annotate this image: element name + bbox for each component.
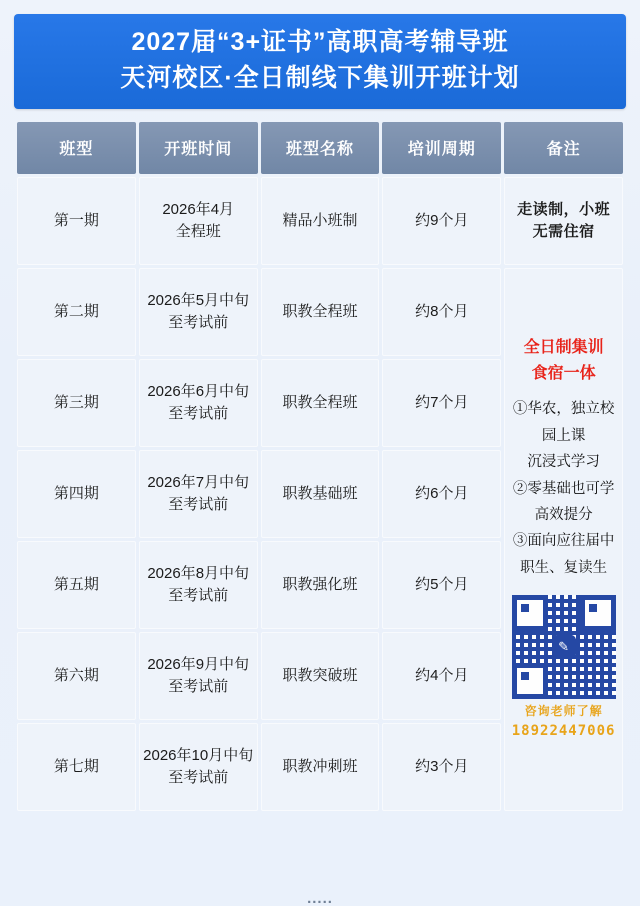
cell-start-time-line-1: 2026年9月中旬 [147,655,250,673]
cell-class-name: 职教强化班 [261,541,380,629]
cell-start-time [139,177,258,265]
remarks-block-title-line-1: 全日制集训 [523,338,604,356]
cell-start-time-line-2: 至考试前 [168,495,229,513]
cell-class-type: 第四期 [17,450,136,538]
poster-banner [14,14,626,109]
cell-class-type: 第六期 [17,632,136,720]
footer-cut-text: ..... [307,890,333,906]
cell-remarks-first [504,177,623,265]
qr-center-logo-icon: ✎ [552,635,576,659]
cell-start-time-line-1: 2026年10月中旬 [143,746,254,764]
cell-training-period: 约6个月 [382,450,501,538]
cell-training-period: 约4个月 [382,632,501,720]
column-header-class-name: 班型名称 [261,122,380,174]
cell-class-name: 职教全程班 [261,359,380,447]
column-header-remarks: 备注 [504,122,623,174]
contact-phone-number[interactable]: 18922447006 [511,722,616,739]
cell-start-time-line-1: 2026年8月中旬 [147,564,250,582]
cell-start-time-line-2: 至考试前 [168,313,229,331]
cell-start-time-line-1: 2026年6月中旬 [147,382,250,400]
cell-class-type: 第二期 [17,268,136,356]
cell-class-type: 第三期 [17,359,136,447]
cell-training-period: 约3个月 [382,723,501,811]
cell-class-type: 第七期 [17,723,136,811]
remarks-first-line-1: 走读制，小班 [517,200,611,218]
cell-start-time [139,268,258,356]
qr-finder-bottom-left [512,663,548,699]
cell-class-name: 职教全程班 [261,268,380,356]
qr-finder-top-left [512,595,548,631]
cell-start-time [139,723,258,811]
remarks-point-line: 高效提分 [534,506,593,523]
table-row [17,268,623,356]
cell-training-period: 约5个月 [382,541,501,629]
remarks-point-line: 园上课 [541,427,586,444]
remarks-point-line: 沉浸式学习 [527,454,600,471]
remarks-point-line: ②零基础也可学 [512,480,615,497]
banner-title-line-1: 2027届“3+证书”高职高考辅导班 [131,28,509,56]
cell-start-time-line-1: 2026年5月中旬 [147,291,250,309]
cell-start-time-line-2: 全程班 [175,222,221,240]
remarks-point-line: 职生、复读生 [520,559,608,576]
cell-class-type: 第一期 [17,177,136,265]
table-row [17,177,623,265]
column-header-training-period: 培训周期 [382,122,501,174]
cell-class-name: 职教基础班 [261,450,380,538]
column-header-start-time: 开班时间 [139,122,258,174]
cell-remarks-block [504,268,623,811]
cell-start-time [139,450,258,538]
cell-class-name: 职教突破班 [261,632,380,720]
qr-caption: 咨询老师了解 [524,704,603,719]
cell-training-period: 约7个月 [382,359,501,447]
cell-start-time-line-2: 至考试前 [168,677,229,695]
remarks-point-line: ①华农，独立校 [512,401,615,418]
cell-training-period: 约9个月 [382,177,501,265]
cell-start-time [139,632,258,720]
qr-finder-top-right [580,595,616,631]
banner-title-line-2: 天河校区·全日制线下集训开班计划 [120,64,520,93]
qr-code-block[interactable] [512,595,616,741]
cell-start-time-line-1: 2026年4月 [162,200,235,218]
column-header-class-type: 班型 [17,122,136,174]
cell-start-time-line-2: 至考试前 [168,586,229,604]
remarks-first-line-2: 无需住宿 [532,222,595,240]
cell-start-time-line-1: 2026年7月中旬 [147,473,250,491]
cell-start-time-line-2: 至考试前 [168,768,229,786]
table-header-row [17,122,623,174]
cell-start-time [139,541,258,629]
class-plan-table [14,119,626,814]
remarks-point-line: ③面向应往届中 [512,533,615,550]
cell-start-time-line-2: 至考试前 [168,404,229,422]
cell-training-period: 约8个月 [382,268,501,356]
cell-class-name: 职教冲刺班 [261,723,380,811]
cell-class-name: 精品小班制 [261,177,380,265]
remarks-block-title [510,335,617,386]
remarks-block-points [510,398,617,579]
cell-class-type: 第五期 [17,541,136,629]
cell-start-time [139,359,258,447]
qr-code-icon[interactable] [512,595,616,699]
remarks-block-title-line-2: 食宿一体 [531,364,596,382]
